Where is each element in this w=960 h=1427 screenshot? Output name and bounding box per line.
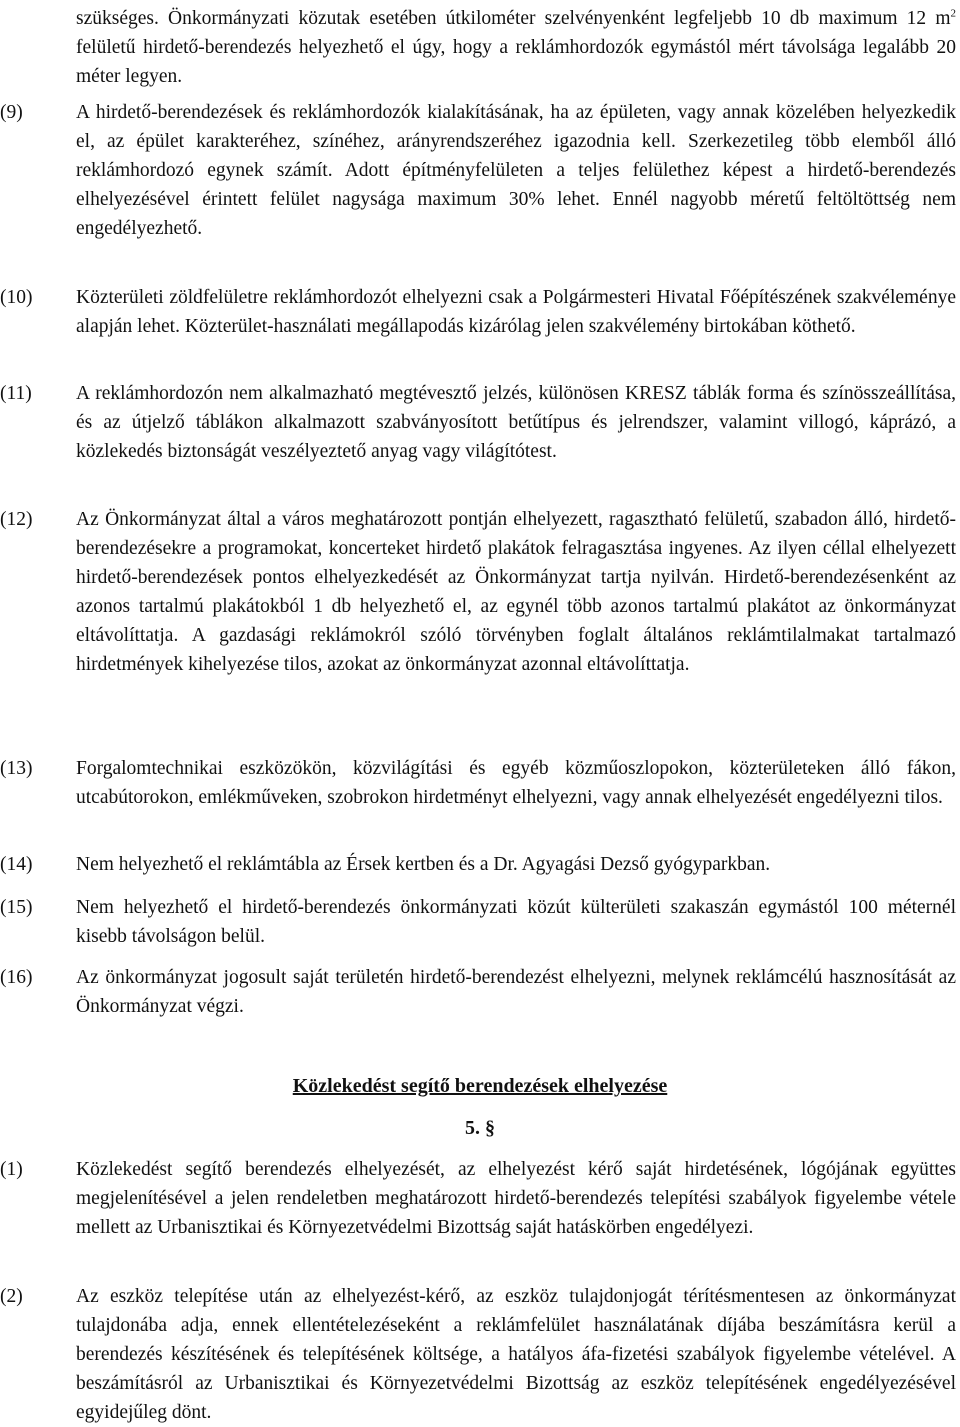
item-number-13: (13) (0, 758, 33, 779)
continuation-paragraph (76, 4, 956, 91)
item-number-16: (16) (0, 967, 33, 988)
item-text-11: A reklámhordozón nem alkalmazható megtévesztő jelzés, különösen KRESZ táblák forma és színösszeállítása, és az útjelző táblákon alkalmazott szabványosított betűtípus és jelrendszer, valamint villogó, káprázó, a közlekedés biztonságát veszélyeztető anyag vagy világítótest. (76, 383, 956, 462)
section-heading: Közlekedést segítő berendezések elhelyezése (292, 1075, 668, 1097)
superscript: 2 (950, 7, 956, 20)
item-number-14: (14) (0, 854, 33, 875)
item-text-10: Közterületi zöldfelületre reklámhordozót elhelyezni csak a Polgármesteri Hivatal Főépítészének szakvéleménye alapján lehet. Közterület-használati megállapodás kizárólag jelen szakvélemény birtokában köthető. (76, 287, 956, 337)
section-number: 5. § (465, 1117, 495, 1139)
section-item-text-1: Közlekedést segítő berendezés elhelyezését, az elhelyezést kérő saját hirdetésének, lógójának együttes megjelenítésével a jelen rendeletben meghatározott hirdető-berendezés telepítési szabályok figyelembe vétele mellett az Urbanisztikai és Környezetvédelmi Bizottság saját hatáskörben engedélyezi. (76, 1159, 956, 1238)
item-number-11: (11) (0, 383, 32, 404)
item-number-9: (9) (0, 102, 23, 123)
section-item-text-2: Az eszköz telepítése után az elhelyezést-kérő, az eszköz tulajdonjogát térítésmentesen az önkormányzat tulajdonába adja, ennek ellentételezéseként a reklámfelület használatának díjába beszámításra kerül a berendezés készítésének és telepítésének költsége, a hatályos áfa-fizetési szabályok figyelembe vételével. A beszámításról az Urbanisztikai és Környezetvédelmi Bizottság az eszköz telepítésének engedélyezésével egyidejűleg dönt. (76, 1286, 956, 1423)
item-number-15: (15) (0, 897, 33, 918)
item-text-16: Az önkormányzat jogosult saját területén hirdető-berendezést elhelyezni, melynek reklámcélú hasznosítását az Önkormányzat végzi. (76, 967, 956, 1017)
item-text-12: Az Önkormányzat által a város meghatározott pontján elhelyezett, ragasztható felületű, szabadon álló, hirdető-berendezésekre a programokat, koncerteket hirdető plakátok felragasztása ingyenes. Az ilyen céllal elhelyezett hirdető-berendezések pontos elhelyezkedését az Önkormányzat tartja nyilván. Hirdető-berendezésenként az azonos tartalmú plakátokból 1 db helyezhető el, az egynél több azonos tartalmú plakátot az önkormányzat eltávolíttatja. A gazdasági reklámokról szóló törvényben foglalt általános reklámtilalmakat tartalmazó hirdetmények kihelyezése tilos, azokat az önkormányzat azonnal eltávolíttatja. (76, 509, 956, 675)
item-text-14: Nem helyezhető el reklámtábla az Érsek kertben és a Dr. Agyagási Dezső gyógyparkban. (76, 854, 771, 875)
section-item-number-1: (1) (0, 1159, 23, 1180)
item-text-13: Forgalomtechnikai eszközökön, közvilágítási és egyéb közműoszlopokon, közterületeken álló fákon, utcabútorokon, emlékműveken, szobrokon hirdetményt elhelyezni, vagy annak elhelyezését engedélyezni tilos. (76, 758, 956, 808)
item-number-10: (10) (0, 287, 33, 308)
paragraph-text: felületű hirdető-berendezés helyezhető el úgy, hogy a reklámhordozók egymástól mért távolsága legalább 20 méter legyen. (76, 37, 956, 87)
item-number-12: (12) (0, 509, 33, 530)
item-text-9: A hirdető-berendezések és reklámhordozók kialakításának, ha az épületen, vagy annak közelében helyezkedik el, az épület karakteréhez, színéhez, arányrendszeréhez igazodnia kell. Szerkezetileg több elemből álló reklámhordozó egynek számít. Adott építményfelületen a teljes felülethez képest a hirdető-berendezés elhelyezésével érintett felület nagysága maximum 30% lehet. Ennél nagyobb méretű feltöltöttség nem engedélyezhető. (76, 102, 956, 239)
paragraph-text: szükséges. Önkormányzati közutak esetében útkilométer szelvényenként legfeljebb 10 db maximum 12 m (76, 8, 951, 29)
item-text-15: Nem helyezhető el hirdető-berendezés önkormányzati közút külterületi szakaszán egymástól 100 méternél kisebb távolságon belül. (76, 897, 956, 947)
section-item-number-2: (2) (0, 1286, 23, 1307)
